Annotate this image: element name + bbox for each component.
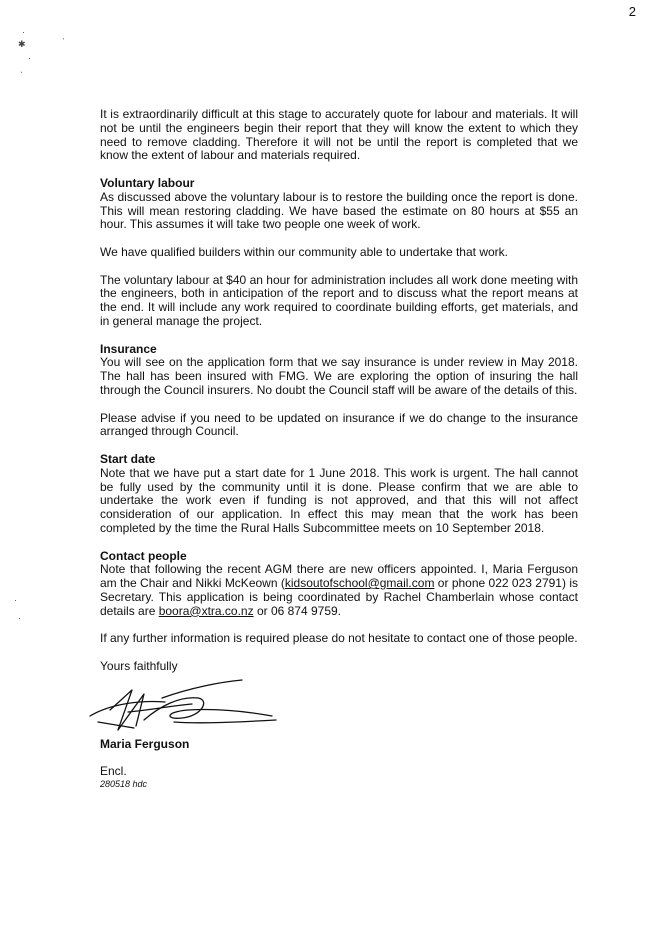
paragraph: Please advise if you need to be updated on insurance if we do change to the insurance arranged through Council. [100, 410, 578, 439]
letter-body [100, 108, 578, 790]
section-heading: Start date [100, 451, 156, 466]
scan-mark: · [22, 27, 25, 37]
section-heading: Voluntary labour [100, 175, 195, 190]
start-date-section [100, 453, 578, 536]
paragraph: The voluntary labour at $40 an hour for administration includes all work done meeting with the engineers, both in anticipation of the report and to discuss what the report means at the end. It will include any work required to coordinate building efforts, get materials, and in general manage the project. [100, 272, 578, 328]
insurance-section [100, 343, 578, 398]
voluntary-section [100, 177, 578, 232]
contact-text: Note that following the recent AGM there are new officers appointed. I, Maria Ferguson am the Chair and Nikki McKeown ( [100, 562, 578, 591]
paragraph: Note that we have put a start date for 1 June 2018. This work is urgent. The hall cannot be fully used by the community until it is done. Please confirm that we are able to undertake the work even if funding is not approved, and that this will not affect consideration of our application. In effect this may mean that the work has been completed by the time the Rural Halls Subcommittee meets on 10 September 2018. [100, 465, 578, 535]
contact-text: or 06 874 9759. [253, 603, 342, 618]
page-number: 2 [628, 4, 636, 19]
scan-mark: ✱ [18, 39, 26, 49]
scan-mark: · [28, 53, 31, 63]
paragraph: You will see on the application form that we say insurance is under review in May 2018. The hall has been insured with FMG. We are exploring the option of insuring the hall through the Council insurers. No doubt the Council staff will be aware of the details of this. [100, 355, 578, 397]
intro-paragraph: It is extraordinarily difficult at this stage to accurately quote for labour and materials. It will not be until the engineers begin their report that they will know the extent to which they need to remove cladding. Therefore it will not be until the report is completed that we know the extent of labour and materials required. [100, 107, 578, 163]
scan-mark: · [18, 613, 21, 623]
paragraph: As discussed above the voluntary labour is to restore the building once the report is done. This will mean restoring cladding. We have based the estimate on 80 hours at $55 an hour. This assumes it will take two people one week of work. [100, 189, 578, 232]
section-heading: Contact people [100, 548, 187, 563]
paragraph: If any further information is required please do not hesitate to contact one of those people. [100, 631, 578, 646]
email-link[interactable]: kidsoutofschool@gmail.com [284, 576, 435, 591]
closing: Yours faithfully [100, 658, 178, 673]
section-heading: Insurance [100, 341, 157, 356]
signature-image [70, 676, 300, 738]
contact-paragraph [100, 563, 578, 618]
reference: 280518 hdc [100, 779, 148, 790]
contact-text: or phone 022 023 2791) is Secretary. This application is being coordinated by Rachel Chamberlain whose contact details are [100, 576, 578, 618]
signer-name: Maria Ferguson [100, 736, 190, 751]
enclosure: Encl. [100, 764, 127, 779]
scan-mark: · [14, 595, 17, 605]
scan-mark: ˋ [62, 37, 65, 47]
contact-section [100, 550, 578, 619]
scan-mark: ˎ [20, 63, 23, 73]
email-link[interactable]: boora@xtra.co.nz [158, 603, 254, 618]
signature [70, 676, 578, 738]
paragraph: We have qualified builders within our community able to undertake that work. [100, 244, 508, 259]
